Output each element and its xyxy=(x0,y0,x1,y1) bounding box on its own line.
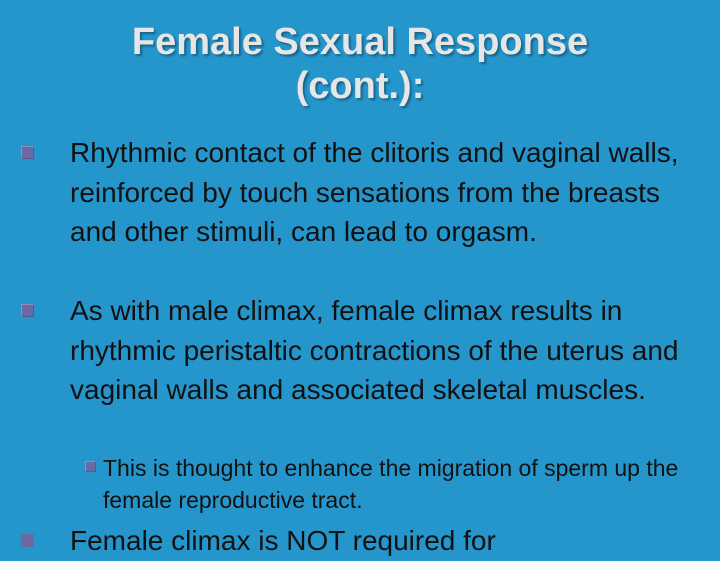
slide-title-line-2: (cont.): xyxy=(295,65,425,107)
cutoff-bullet-item xyxy=(70,521,710,561)
slide-title xyxy=(40,20,680,108)
slide-title-line-1: Female Sexual Response xyxy=(131,21,589,63)
bullet-item xyxy=(70,133,690,252)
bullet-text: As with male climax, female climax results in rhythmic peristaltic contractions of the uterus and vaginal walls and associated skeletal muscles. xyxy=(70,295,679,405)
square-bullet-icon xyxy=(21,304,34,317)
sub-bullet-text: This is thought to enhance the migration of sperm up the female reproductive tract. xyxy=(103,455,679,513)
square-bullet-icon xyxy=(85,461,96,472)
bullet-text: Rhythmic contact of the clitoris and vaginal walls, reinforced by touch sensations from the breasts and other stimuli, can lead to orgasm. xyxy=(70,137,679,247)
cutoff-bullet-text: Female climax is NOT required for xyxy=(70,525,496,556)
bullet-item xyxy=(70,291,690,410)
sub-bullet-item xyxy=(103,452,683,516)
square-bullet-icon xyxy=(21,146,34,159)
square-bullet-icon xyxy=(21,534,34,547)
